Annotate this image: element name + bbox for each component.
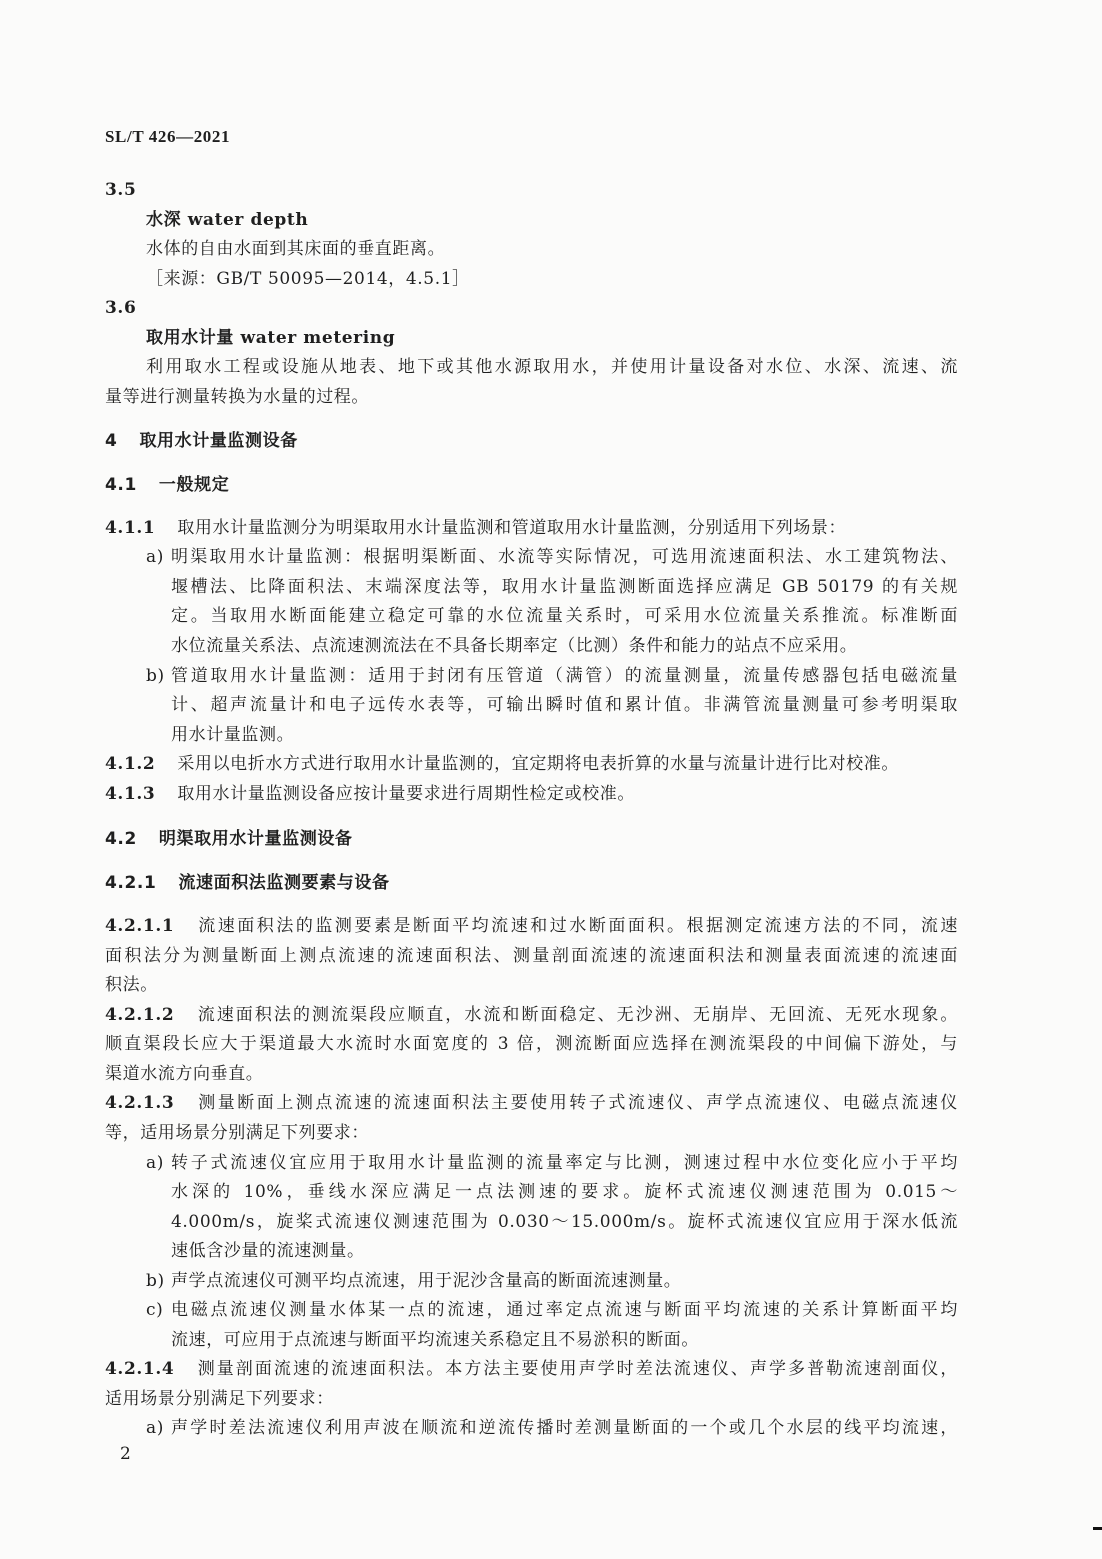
clause-4-1-2-number: 4.1.2 bbox=[105, 754, 156, 774]
clause-4-1-1-b bbox=[146, 663, 169, 689]
clause-4-2-1-3-line1 bbox=[105, 1090, 958, 1116]
doc-header: SL/T 426—2021 bbox=[105, 127, 231, 146]
clause-4-1-1-b-line2: 计、超声流量计和电子远传水表等，可输出瞬时值和累计值。非满管流量测量可参考明渠取 bbox=[171, 695, 958, 715]
section-3-5-number: 3.5 bbox=[105, 180, 137, 200]
term-water-metering: 取用水计量 water metering bbox=[146, 328, 396, 348]
clause-4-1-3-text: 取用水计量监测设备应按计量要求进行周期性检定或校准。 bbox=[177, 784, 635, 804]
clause-4-2-1-3-a-line2: 水深的 10%，垂线水深应满足一点法测速的要求。旋杯式流速仪测速范围为 0.015～ bbox=[171, 1182, 958, 1202]
item-c-label: c) bbox=[146, 1300, 164, 1320]
clause-4-2-1-4-a bbox=[146, 1415, 168, 1441]
clause-4-2-1-1-line1 bbox=[105, 913, 958, 939]
chapter-4-number: 4 bbox=[105, 431, 118, 451]
clause-4-1-1 bbox=[105, 515, 846, 541]
clause-4-2-1-1-text: 流速面积法的监测要素是断面平均流速和过水断面面积。根据测定流速方法的不同，流速 bbox=[196, 916, 958, 936]
clause-4-2-1-1-number: 4.2.1.1 bbox=[105, 916, 175, 936]
section-4-2-1-heading bbox=[105, 870, 390, 896]
clause-4-1-1-a-line2: 堰槽法、比降面积法、末端深度法等，取用水计量监测断面选择应满足 GB 50179 的有关规 bbox=[171, 577, 958, 597]
clause-4-1-2-text: 采用以电折水方式进行取用水计量监测的，宜定期将电表折算的水量与流量计进行比对校准。 bbox=[177, 754, 899, 774]
clause-4-1-1-b-line3: 用水计量监测。 bbox=[171, 725, 295, 745]
clause-4-2-1-3-b bbox=[146, 1268, 169, 1294]
term-water-depth-definition: 水体的自由水面到其床面的垂直距离。 bbox=[146, 239, 446, 259]
clause-4-2-1-2-line1 bbox=[105, 1002, 958, 1028]
item-a-label: a) bbox=[146, 1418, 164, 1438]
item-b-label: b) bbox=[146, 666, 165, 686]
edge-mark bbox=[1093, 1527, 1102, 1530]
clause-4-1-1-number: 4.1.1 bbox=[105, 518, 156, 538]
term-water-metering-definition-line1: 利用取水工程或设施从地表、地下或其他水源取用水，并使用计量设备对水位、水深、流速、流 bbox=[146, 357, 958, 377]
clause-4-2-1-3-c-line1: 电磁点流速仪测量水体某一点的流速，通过率定点流速与断面平均流速的关系计算断面平均 bbox=[171, 1300, 958, 1320]
clause-4-2-1-2-number: 4.2.1.2 bbox=[105, 1005, 175, 1025]
clause-4-2-1-3-b-line1: 声学点流速仪可测平均点流速，用于泥沙含量高的断面流速测量。 bbox=[171, 1271, 682, 1291]
term-water-metering-definition-line2: 量等进行测量转换为水量的过程。 bbox=[105, 387, 369, 407]
section-4-2-1-number: 4.2.1 bbox=[105, 873, 157, 893]
clause-4-2-1-4-line2: 适用场景分别满足下列要求： bbox=[105, 1389, 334, 1409]
clause-4-2-1-3-a-line1: 转子式流速仪宜应用于取用水计量监测的流量率定与比测，测速过程中水位变化应小于平均 bbox=[171, 1153, 958, 1173]
clause-4-2-1-3-a bbox=[146, 1150, 168, 1176]
item-b-label: b) bbox=[146, 1271, 165, 1291]
section-3-6-number: 3.6 bbox=[105, 298, 137, 318]
clause-4-1-2 bbox=[105, 751, 899, 777]
section-4-1-title: 一般规定 bbox=[158, 475, 230, 495]
clause-4-2-1-3-c-line2: 流速，可应用于点流速与断面平均流速关系稳定且不易淤积的断面。 bbox=[171, 1330, 699, 1350]
clause-4-2-1-3-number: 4.2.1.3 bbox=[105, 1093, 175, 1113]
clause-4-1-3-number: 4.1.3 bbox=[105, 784, 156, 804]
page-number: 2 bbox=[120, 1444, 131, 1464]
section-4-2-number: 4.2 bbox=[105, 829, 137, 849]
item-a-label: a) bbox=[146, 1153, 164, 1173]
clause-4-1-1-a-line3: 定。当取用水断面能建立稳定可靠的水位流量关系时，可采用水位流量关系推流。标准断面 bbox=[171, 606, 958, 626]
clause-4-2-1-1-line3: 积法。 bbox=[105, 975, 158, 995]
chapter-4-title: 取用水计量监测设备 bbox=[139, 431, 298, 451]
clause-4-2-1-4-line1 bbox=[105, 1356, 958, 1382]
clause-4-1-1-text: 取用水计量监测分为明渠取用水计量监测和管道取用水计量监测，分别适用下列场景： bbox=[177, 518, 847, 538]
clause-4-1-3 bbox=[105, 781, 635, 807]
section-4-1-heading bbox=[105, 472, 229, 498]
clause-4-2-1-4-a-line1: 声学时差法流速仪利用声波在顺流和逆流传播时差测量断面的一个或几个水层的线平均流速， bbox=[171, 1418, 958, 1438]
clause-4-2-1-1-line2: 面积法分为测量断面上测点流速的流速面积法、测量剖面流速的流速面积法和测量表面流速的流速面 bbox=[105, 946, 958, 966]
section-4-2-1-title: 流速面积法监测要素与设备 bbox=[178, 873, 390, 893]
clause-4-2-1-3-line2: 等，适用场景分别满足下列要求： bbox=[105, 1123, 369, 1143]
clause-4-1-1-a-line4: 水位流量关系法、点流速测流法在不具备长期率定（比测）条件和能力的站点不应采用。 bbox=[171, 636, 858, 656]
clause-4-2-1-2-text: 流速面积法的测流渠段应顺直，水流和断面稳定、无沙洲、无崩岸、无回流、无死水现象。 bbox=[196, 1005, 958, 1025]
section-4-2-title: 明渠取用水计量监测设备 bbox=[158, 829, 353, 849]
clause-4-2-1-3-a-line3: 4.000m/s，旋桨式流速仪测速范围为 0.030～15.000m/s。旋杯式流速仪宜应用于深水低流 bbox=[171, 1212, 958, 1232]
term-water-depth: 水深 water depth bbox=[146, 210, 309, 230]
chapter-4-heading bbox=[105, 428, 298, 454]
clause-4-2-1-3-a-line4: 速低含沙量的流速测量。 bbox=[171, 1241, 365, 1261]
clause-4-1-1-b-line1: 管道取用水计量监测：适用于封闭有压管道（满管）的流量测量，流量传感器包括电磁流量 bbox=[171, 666, 958, 686]
section-4-1-number: 4.1 bbox=[105, 475, 137, 495]
clause-4-2-1-2-line2: 顺直渠段长应大于渠道最大水流时水面宽度的 3 倍，测流断面应选择在测流渠段的中间偏下游处，与 bbox=[105, 1034, 958, 1054]
clause-4-2-1-3-c bbox=[146, 1297, 167, 1323]
item-a-label: a) bbox=[146, 547, 164, 567]
clause-4-2-1-2-line3: 渠道水流方向垂直。 bbox=[105, 1064, 264, 1084]
term-water-depth-source: ［来源：GB/T 50095—2014，4.5.1］ bbox=[146, 269, 470, 289]
clause-4-2-1-4-text: 测量剖面流速的流速面积法。本方法主要使用声学时差法流速仪、声学多普勒流速剖面仪， bbox=[196, 1359, 958, 1379]
clause-4-1-1-a-line1: 明渠取用水计量监测：根据明渠断面、水流等实际情况，可选用流速面积法、水工建筑物法、 bbox=[171, 547, 958, 567]
clause-4-2-1-3-text: 测量断面上测点流速的流速面积法主要使用转子式流速仪、声学点流速仪、电磁点流速仪 bbox=[196, 1093, 958, 1113]
clause-4-1-1-a bbox=[146, 544, 168, 570]
section-4-2-heading bbox=[105, 826, 353, 852]
clause-4-2-1-4-number: 4.2.1.4 bbox=[105, 1359, 175, 1379]
